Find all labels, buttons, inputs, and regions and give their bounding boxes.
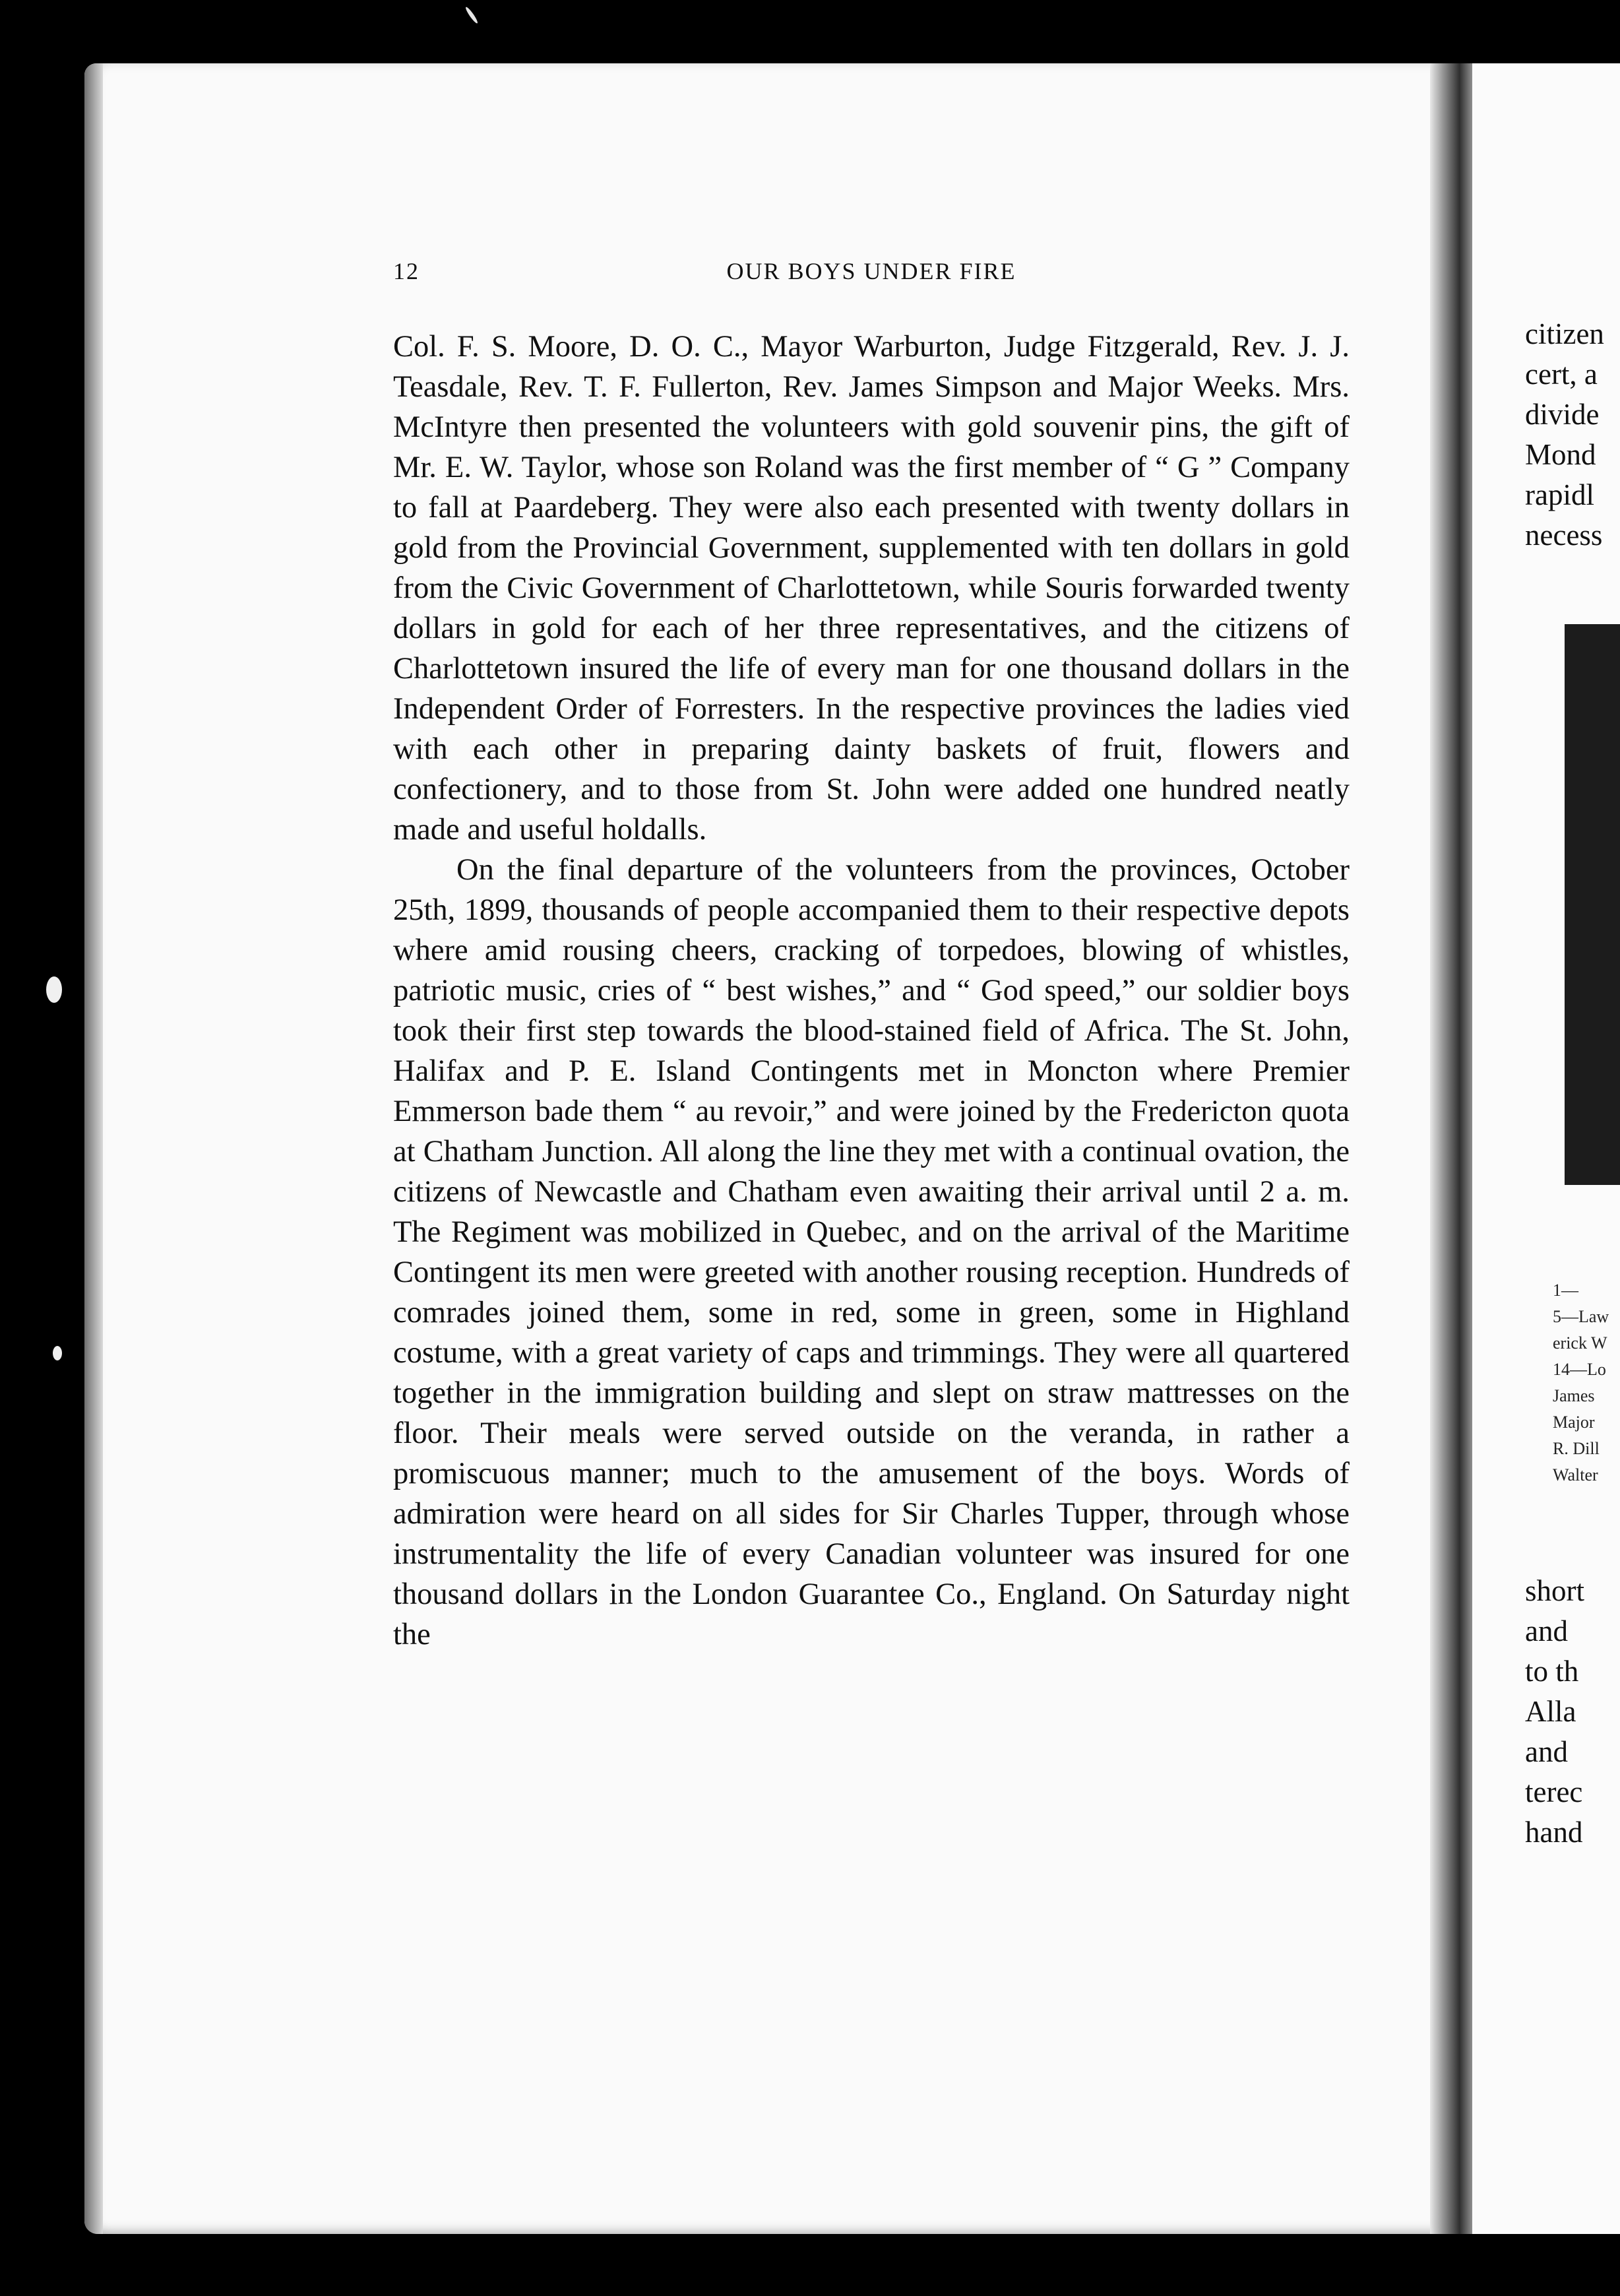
caption-line: James: [1553, 1386, 1595, 1405]
scan-speck: [53, 1346, 62, 1360]
caption-line: 5—Law: [1553, 1307, 1609, 1326]
caption-line: R. Dill: [1553, 1439, 1600, 1458]
left-page-edge: [84, 63, 103, 2234]
running-title: OUR BOYS UNDER FIRE: [726, 258, 1016, 284]
page-number: 12: [393, 258, 420, 284]
caption-line: Major: [1553, 1413, 1595, 1432]
right-page-bottom-text: [1525, 1571, 1620, 1853]
right-line: and: [1525, 1735, 1568, 1768]
right-line: and: [1525, 1614, 1568, 1647]
right-line: cert, a: [1525, 358, 1598, 391]
running-head: [393, 257, 1350, 294]
right-line: Mond: [1525, 438, 1596, 471]
photo-plate: [1565, 624, 1620, 1185]
right-line: to th: [1525, 1655, 1579, 1688]
right-line: terec: [1525, 1775, 1583, 1808]
right-line: Alla: [1525, 1695, 1576, 1728]
right-line: hand: [1525, 1816, 1583, 1849]
right-line: short: [1525, 1574, 1584, 1607]
paragraph-1: Col. F. S. Moore, D. O. C., Mayor Warburton, Judge Fitzgerald, Rev. J. J. Teasdale, Rev. T. F. Fullerton, Rev. James Simpson and Major Weeks. Mrs. McIntyre then presented the volunteers with gold souvenir pins, the gift of Mr. E. W. Taylor, whose son Roland was the first member of “ G ” Company to fall at Paardeberg. They were also each presented with twenty dollars in gold from the Provincial Government, supplemented with ten dollars in gold from the Civic Government of Charlottetown, while Souris forwarded twenty dollars in gold for each of her three representatives, and the citizens of Charlottetown insured the life of every man for one thousand dollars in the Independent Order of Forresters. In the respective provinces the ladies vied with each other in preparing dainty baskets of fruit, flowers and confectionery, and to those from St. John were added one hundred neatly made and useful holdalls.: [393, 330, 1350, 846]
photo-caption: [1553, 1277, 1620, 1488]
caption-line: Walter: [1553, 1465, 1598, 1484]
caption-line: erick W: [1553, 1333, 1607, 1353]
scan-speck: [46, 976, 62, 1003]
body-text: [393, 327, 1350, 1655]
right-page-partial: [1472, 63, 1620, 2234]
scan-speck: [464, 6, 479, 24]
right-line: necess: [1525, 519, 1603, 552]
right-line: citizen: [1525, 317, 1604, 350]
paragraph-2: On the final departure of the volunteers from the provinces, October 25th, 1899, thousands of people accompanied them to their respective depots where amid rousing cheers, cracking of torpedoes, blowing of whistles, patriotic music, cries of “ best wishes,” and “ God speed,” our soldier boys took their first step towards the blood-stained field of Africa. The St. John, Halifax and P. E. Island Contingents met in Moncton where Premier Emmerson bade them “ au revoir,” and were joined by the Fredericton quota at Chatham Junction. All along the line they met with a continual ovation, the citizens of Newcastle and Chatham even awaiting their arrival until 2 a. m. The Regiment was mobilized in Quebec, and on the arrival of the Maritime Contingent its men were greeted with another rousing reception. Hundreds of comrades joined them, some in red, some in green, some in Highland costume, with a great variety of caps and trimmings. They were all quartered together in the immigration building and slept on straw mattresses on the floor. Their meals were served outside on the veranda, in rather a promiscuous manner; much to the amusement of the boys. Words of admiration were heard on all sides for Sir Charles Tupper, through whose instrumentality the life of every Canadian volunteer was insured for one thousand dollars in the London Guarantee Co., England. On Saturday night the: [393, 853, 1350, 1651]
book-gutter: [1430, 63, 1472, 2234]
caption-line: 1—: [1553, 1281, 1578, 1300]
right-line: rapidl: [1525, 478, 1594, 511]
caption-line: 14—Lo: [1553, 1360, 1606, 1379]
right-page-top-text: [1525, 314, 1620, 556]
right-line: divide: [1525, 398, 1600, 431]
